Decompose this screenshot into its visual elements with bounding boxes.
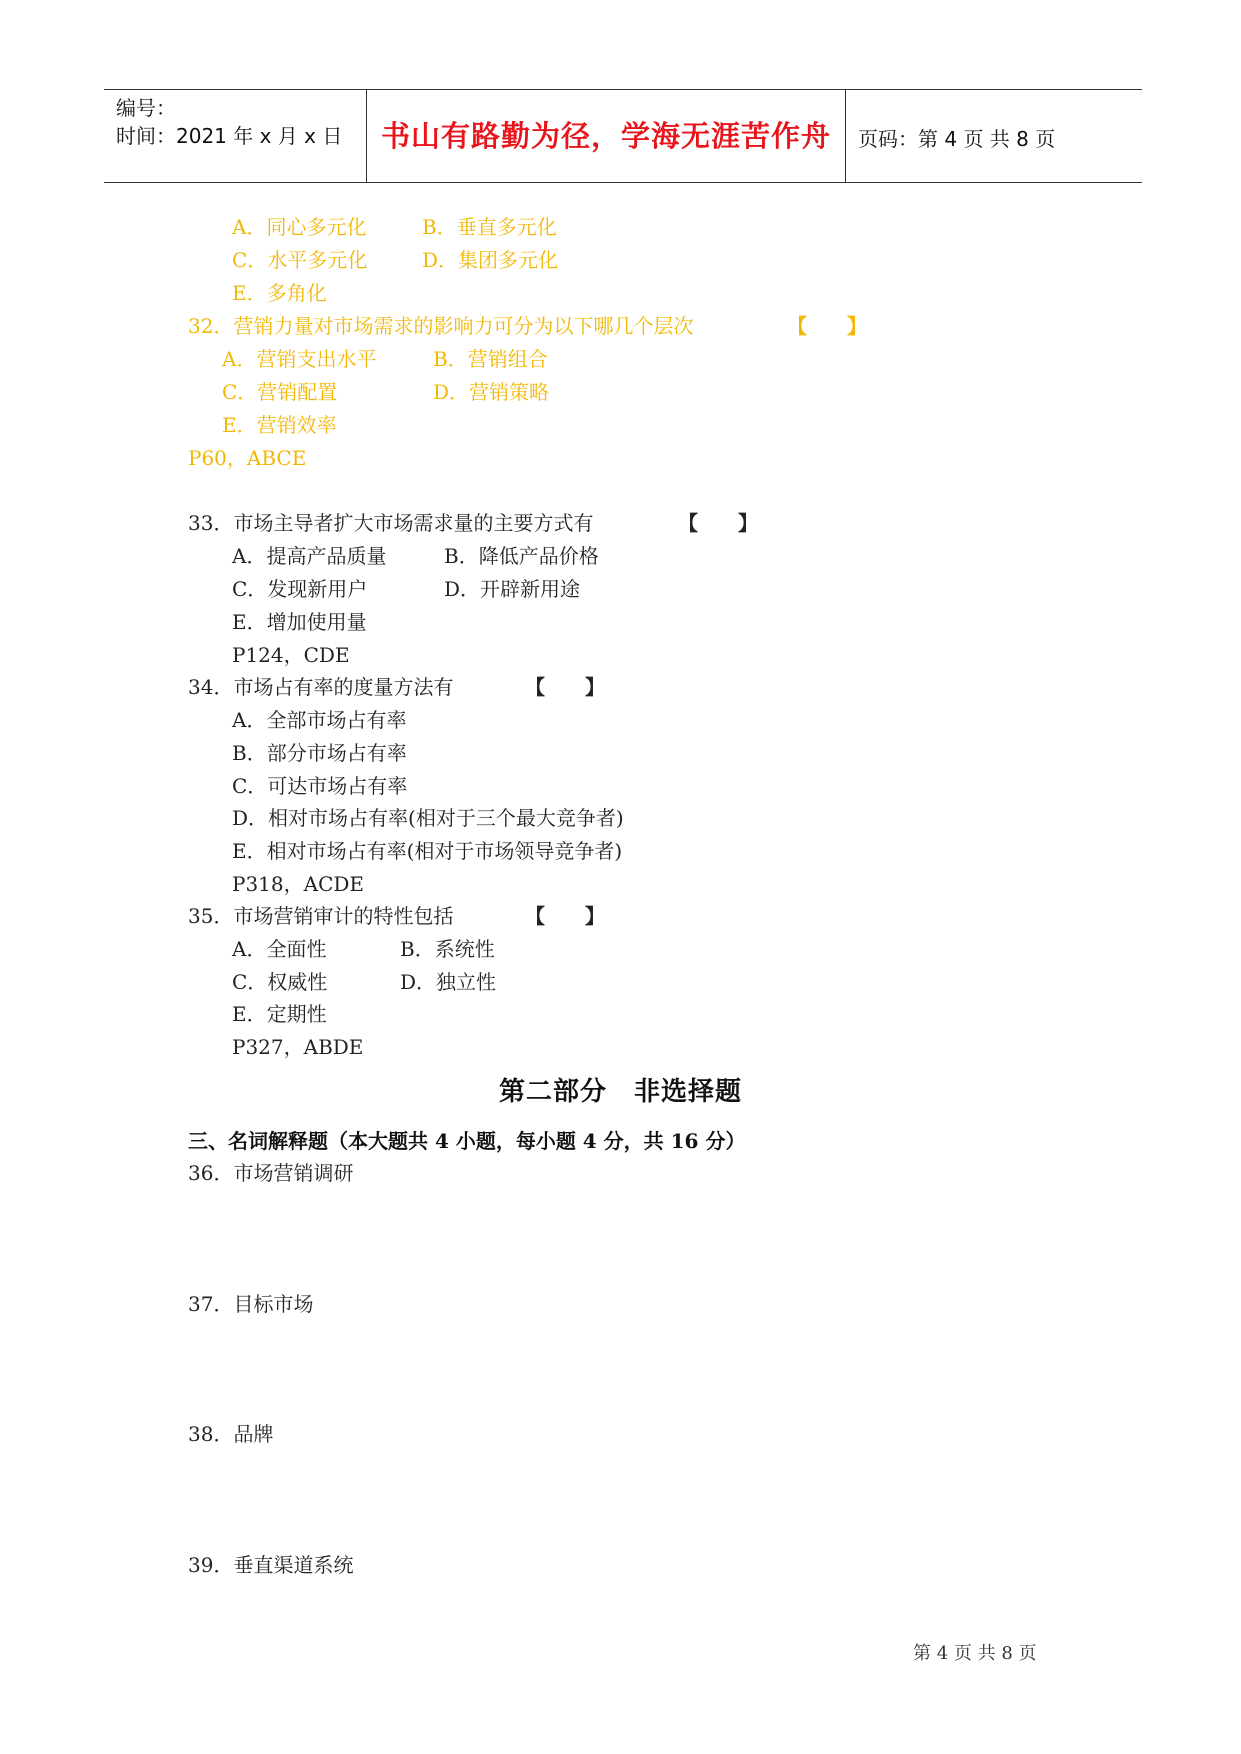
q33-bracket: 【 】 [678,511,758,535]
part2-title: 第二部分 非选择题 [498,1077,742,1107]
time-label: 时间：2021 年 x 月 x 日 [116,124,343,148]
q33-option-b: B．降低产品价格 [444,544,599,568]
q34-option-e: E．相对市场占有率(相对于市场领导竞争者) [232,839,623,863]
q34-option-a: A．全部市场占有率 [232,708,407,732]
q33-answer: P124，CDE [232,643,350,667]
q33-option-c: C．发现新用户 [232,577,368,601]
q35-stem: 35．市场营销审计的特性包括 [188,904,454,928]
q31-option-e: E．多角化 [232,281,327,305]
q38-term: 38．品牌 [188,1422,274,1446]
q34-bracket: 【 】 [525,675,605,699]
header-motto-cell [367,90,846,182]
q35-answer: P327，ABDE [232,1035,364,1059]
header-page-cell [846,90,1142,182]
section3-heading: 三、名词解释题（本大题共 4 小题，每小题 4 分，共 16 分） [188,1129,746,1153]
q37-term: 37．目标市场 [188,1292,314,1316]
q33-option-a: A．提高产品质量 [232,544,387,568]
q33-option-e: E．增加使用量 [232,610,367,634]
q35-bracket: 【 】 [525,904,605,928]
q39-term: 39．垂直渠道系统 [188,1553,354,1577]
q31-option-b: B．垂直多元化 [422,215,557,239]
q34-stem: 34．市场占有率的度量方法有 [188,675,454,699]
motto: 书山有路勤为径，学海无涯苦作舟 [380,119,831,153]
q32-option-c: C．营销配置 [222,380,338,404]
q33-stem: 33．市场主导者扩大市场需求量的主要方式有 [188,511,594,535]
q34-option-d: D．相对市场占有率(相对于三个最大竞争者) [232,806,624,830]
page-footer: 第 4 页 共 8 页 [913,1643,1037,1664]
serial-label: 编号： [116,96,176,120]
page-label: 页码：第 4 页 共 8 页 [858,127,1056,151]
q32-option-e: E．营销效率 [222,413,337,437]
q31-option-d: D．集团多元化 [422,248,559,272]
q34-option-b: B．部分市场占有率 [232,741,407,765]
q31-option-a: A．同心多元化 [232,215,367,239]
q35-option-c: C．权威性 [232,970,328,994]
q31-option-c: C．水平多元化 [232,248,368,272]
q33-option-d: D．开辟新用途 [444,577,581,601]
q34-option-c: C．可达市场占有率 [232,774,408,798]
q32-bracket: 【 】 [787,314,867,338]
q34-answer: P318，ACDE [232,872,365,896]
q32-option-a: A．营销支出水平 [222,347,377,371]
q35-option-b: B．系统性 [400,937,495,961]
q36-term: 36．市场营销调研 [188,1161,354,1185]
header-meta [104,90,367,182]
q32-option-d: D．营销策略 [433,380,550,404]
page-header [104,89,1142,183]
q32-answer: P60，ABCE [188,446,307,470]
q35-option-a: A．全面性 [232,937,327,961]
q35-option-d: D．独立性 [400,970,497,994]
q32-stem: 32．营销力量对市场需求的影响力可分为以下哪几个层次 [188,314,694,338]
q35-option-e: E．定期性 [232,1002,327,1026]
q32-option-b: B．营销组合 [433,347,548,371]
